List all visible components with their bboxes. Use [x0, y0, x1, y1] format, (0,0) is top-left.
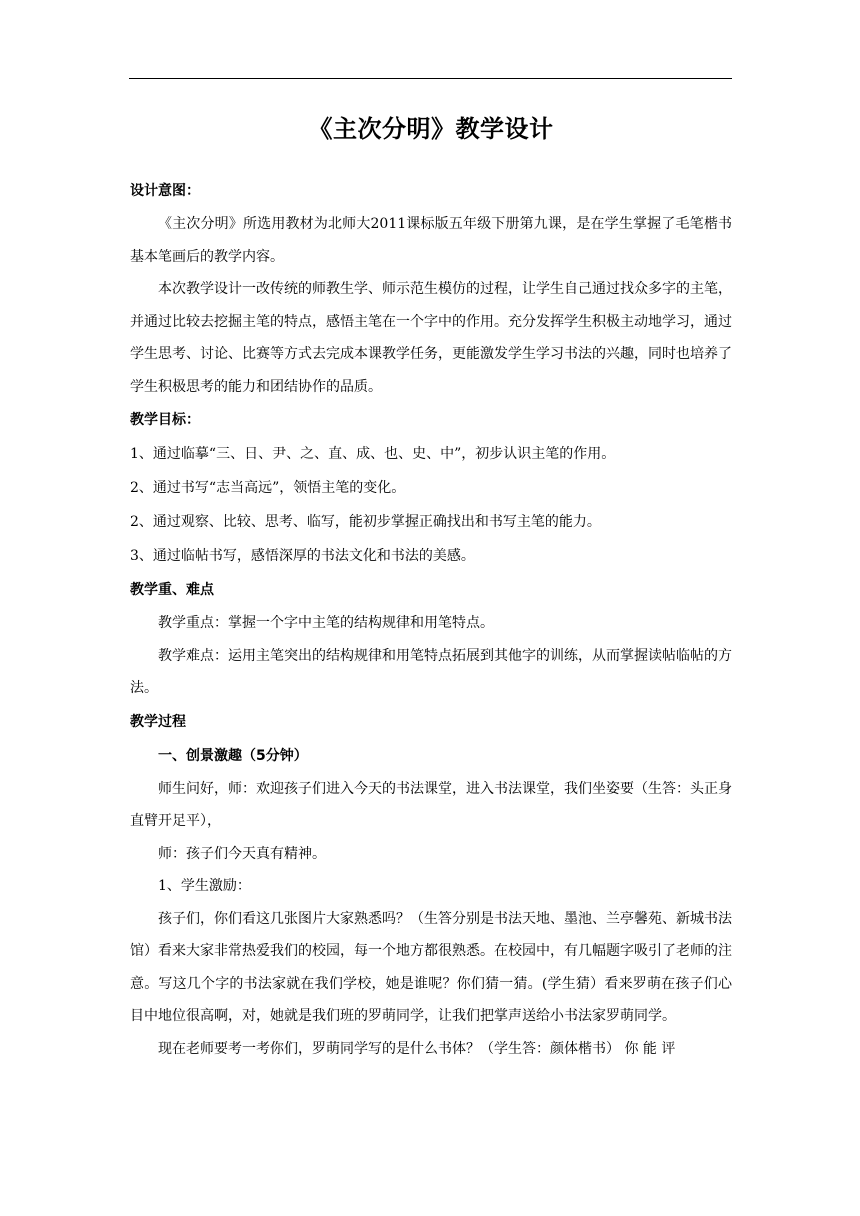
- paragraph: 本次教学设计一改传统的师教生学、师示范生模仿的过程，让学生自己通过找众多字的主笔，并通过比较去挖掘主笔的特点，感悟主笔在一个字中的作用。充分发挥学生积极主动地学习，通过学生思考、讨论、比赛等方式去完成本课教学任务，更能激发学生学习书法的兴趣，同时也培养了学生积极思考的能力和团结协作的品质。: [130, 281, 732, 395]
- objective-item: 2、通过书写“志当高远”，领悟主笔的变化。: [130, 480, 406, 496]
- paragraph: 教学重点：掌握一个字中主笔的结构规律和用笔特点。: [158, 615, 494, 631]
- paragraph: 师：孩子们今天真有精神。: [158, 845, 326, 862]
- section-heading-key-points: 教学重、难点: [130, 582, 214, 598]
- paragraph: 1、学生激励：: [158, 878, 251, 894]
- objective-item: 1、通过临摹“三、日、尹、之、直、成、也、史、中”，初步认识主笔的作用。: [130, 446, 616, 462]
- paragraph: 《主次分明》所选用教材为北师大2011课标版五年级下册第九课，是在学生掌握了毛笔楷书基本笔画后的教学内容。: [130, 216, 732, 265]
- objective-item: 3、通过临帖书写，感悟深厚的书法文化和书法的美感。: [130, 548, 475, 564]
- section-heading-objectives: 教学目标：: [130, 412, 200, 428]
- section-objectives: [130, 403, 732, 573]
- document-title: 《主次分明》教学设计: [308, 115, 554, 143]
- paragraph: 现在老师要考一考你们，罗萌同学写的是什么书体？（学生答：颜体楷书） 你 能 评: [158, 1040, 676, 1057]
- paragraph: 师生问好，师：欢迎孩子们进入今天的书法课堂，进入书法课堂，我们坐姿要（生答：头正身直臂开足平），: [130, 780, 732, 829]
- section-design-intent: [130, 174, 732, 403]
- header-rule: [129, 78, 732, 79]
- section-heading-process: 教学过程: [130, 713, 186, 730]
- subheading-step-one: 一、创景激趣（5分钟）: [158, 747, 308, 764]
- section-heading-design-intent: 设计意图：: [130, 183, 200, 199]
- section-process: [130, 705, 732, 1066]
- objective-item: 2、通过观察、比较、思考、临写，能初步掌握正确找出和书写主笔的能力。: [130, 514, 601, 530]
- document-body: [130, 112, 732, 1065]
- section-key-points: [130, 573, 732, 705]
- paragraph: 孩子们，你们看这几张图片大家熟悉吗？（生答分别是书法天地、墨池、兰亭馨苑、新城书法馆）看来大家非常热爱我们的校园，每一个地方都很熟悉。在校园中，有几幅题字吸引了老师的注意。写这几个字的书法家就在我们学校，她是谁呢？你们猜一猜。(学生猜）看来罗萌在孩子们心目中地位很高啊，对，她就是我们班的罗萌同学，让我们把掌声送给小书法家罗萌同学。: [130, 910, 732, 1024]
- paragraph: 教学难点：运用主笔突出的结构规律和用笔特点拓展到其他字的训练，从而掌握读帖临帖的方法。: [130, 647, 732, 696]
